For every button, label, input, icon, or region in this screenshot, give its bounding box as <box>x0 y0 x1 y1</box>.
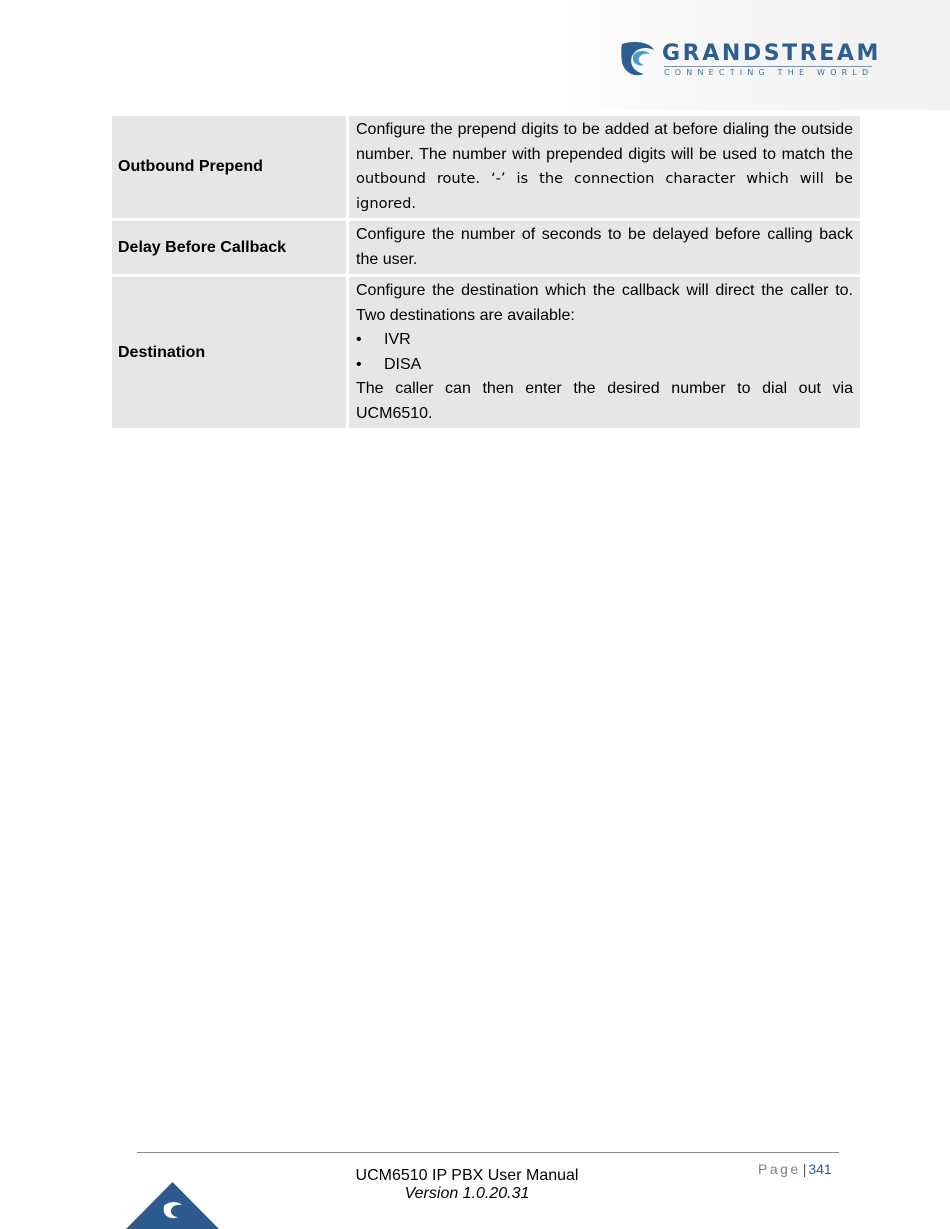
page-separator: | <box>802 1161 807 1177</box>
footer-divider <box>137 1152 839 1153</box>
desc-text: Configure the prepend digits to be added at before dialing the outside number. The number with prepended digits will be used to match the <box>356 121 853 163</box>
list-item: • DISA <box>356 353 853 378</box>
desc-text-tail: outbound route. ‘-’ is the connection character which will be ignored. <box>356 170 853 212</box>
param-description <box>349 277 860 428</box>
destination-list <box>356 328 853 377</box>
brand-tagline: CONNECTING THE WORLD <box>664 68 874 77</box>
page-indicator <box>758 1161 832 1177</box>
brand-name: GRANDSTREAM <box>662 41 882 66</box>
desc-outro: The caller can then enter the desired number to dial out via UCM6510. <box>356 380 853 422</box>
page-number: 341 <box>808 1161 832 1177</box>
grandstream-mark-icon <box>620 40 656 80</box>
manual-version: Version 1.0.20.31 <box>404 1185 530 1202</box>
param-description: Configure the number of seconds to be delayed before calling back the user. <box>349 221 860 274</box>
manual-title: UCM6510 IP PBX User Manual <box>355 1167 579 1184</box>
footer-logo-triangle-icon <box>126 1182 219 1229</box>
parameter-table <box>109 113 863 431</box>
table-row <box>112 277 860 428</box>
desc-intro: Configure the destination which the callback will direct the caller to. Two destinations are available: <box>356 282 853 324</box>
param-name: Destination <box>112 277 346 428</box>
grandstream-logo <box>620 40 880 82</box>
table-row <box>112 221 860 274</box>
logo-divider <box>664 66 872 67</box>
page-label: Page <box>758 1161 801 1177</box>
param-name: Delay Before Callback <box>112 221 346 274</box>
param-description <box>349 116 860 218</box>
list-item: • IVR <box>356 328 853 353</box>
param-name: Outbound Prepend <box>112 116 346 218</box>
table-row <box>112 116 860 218</box>
